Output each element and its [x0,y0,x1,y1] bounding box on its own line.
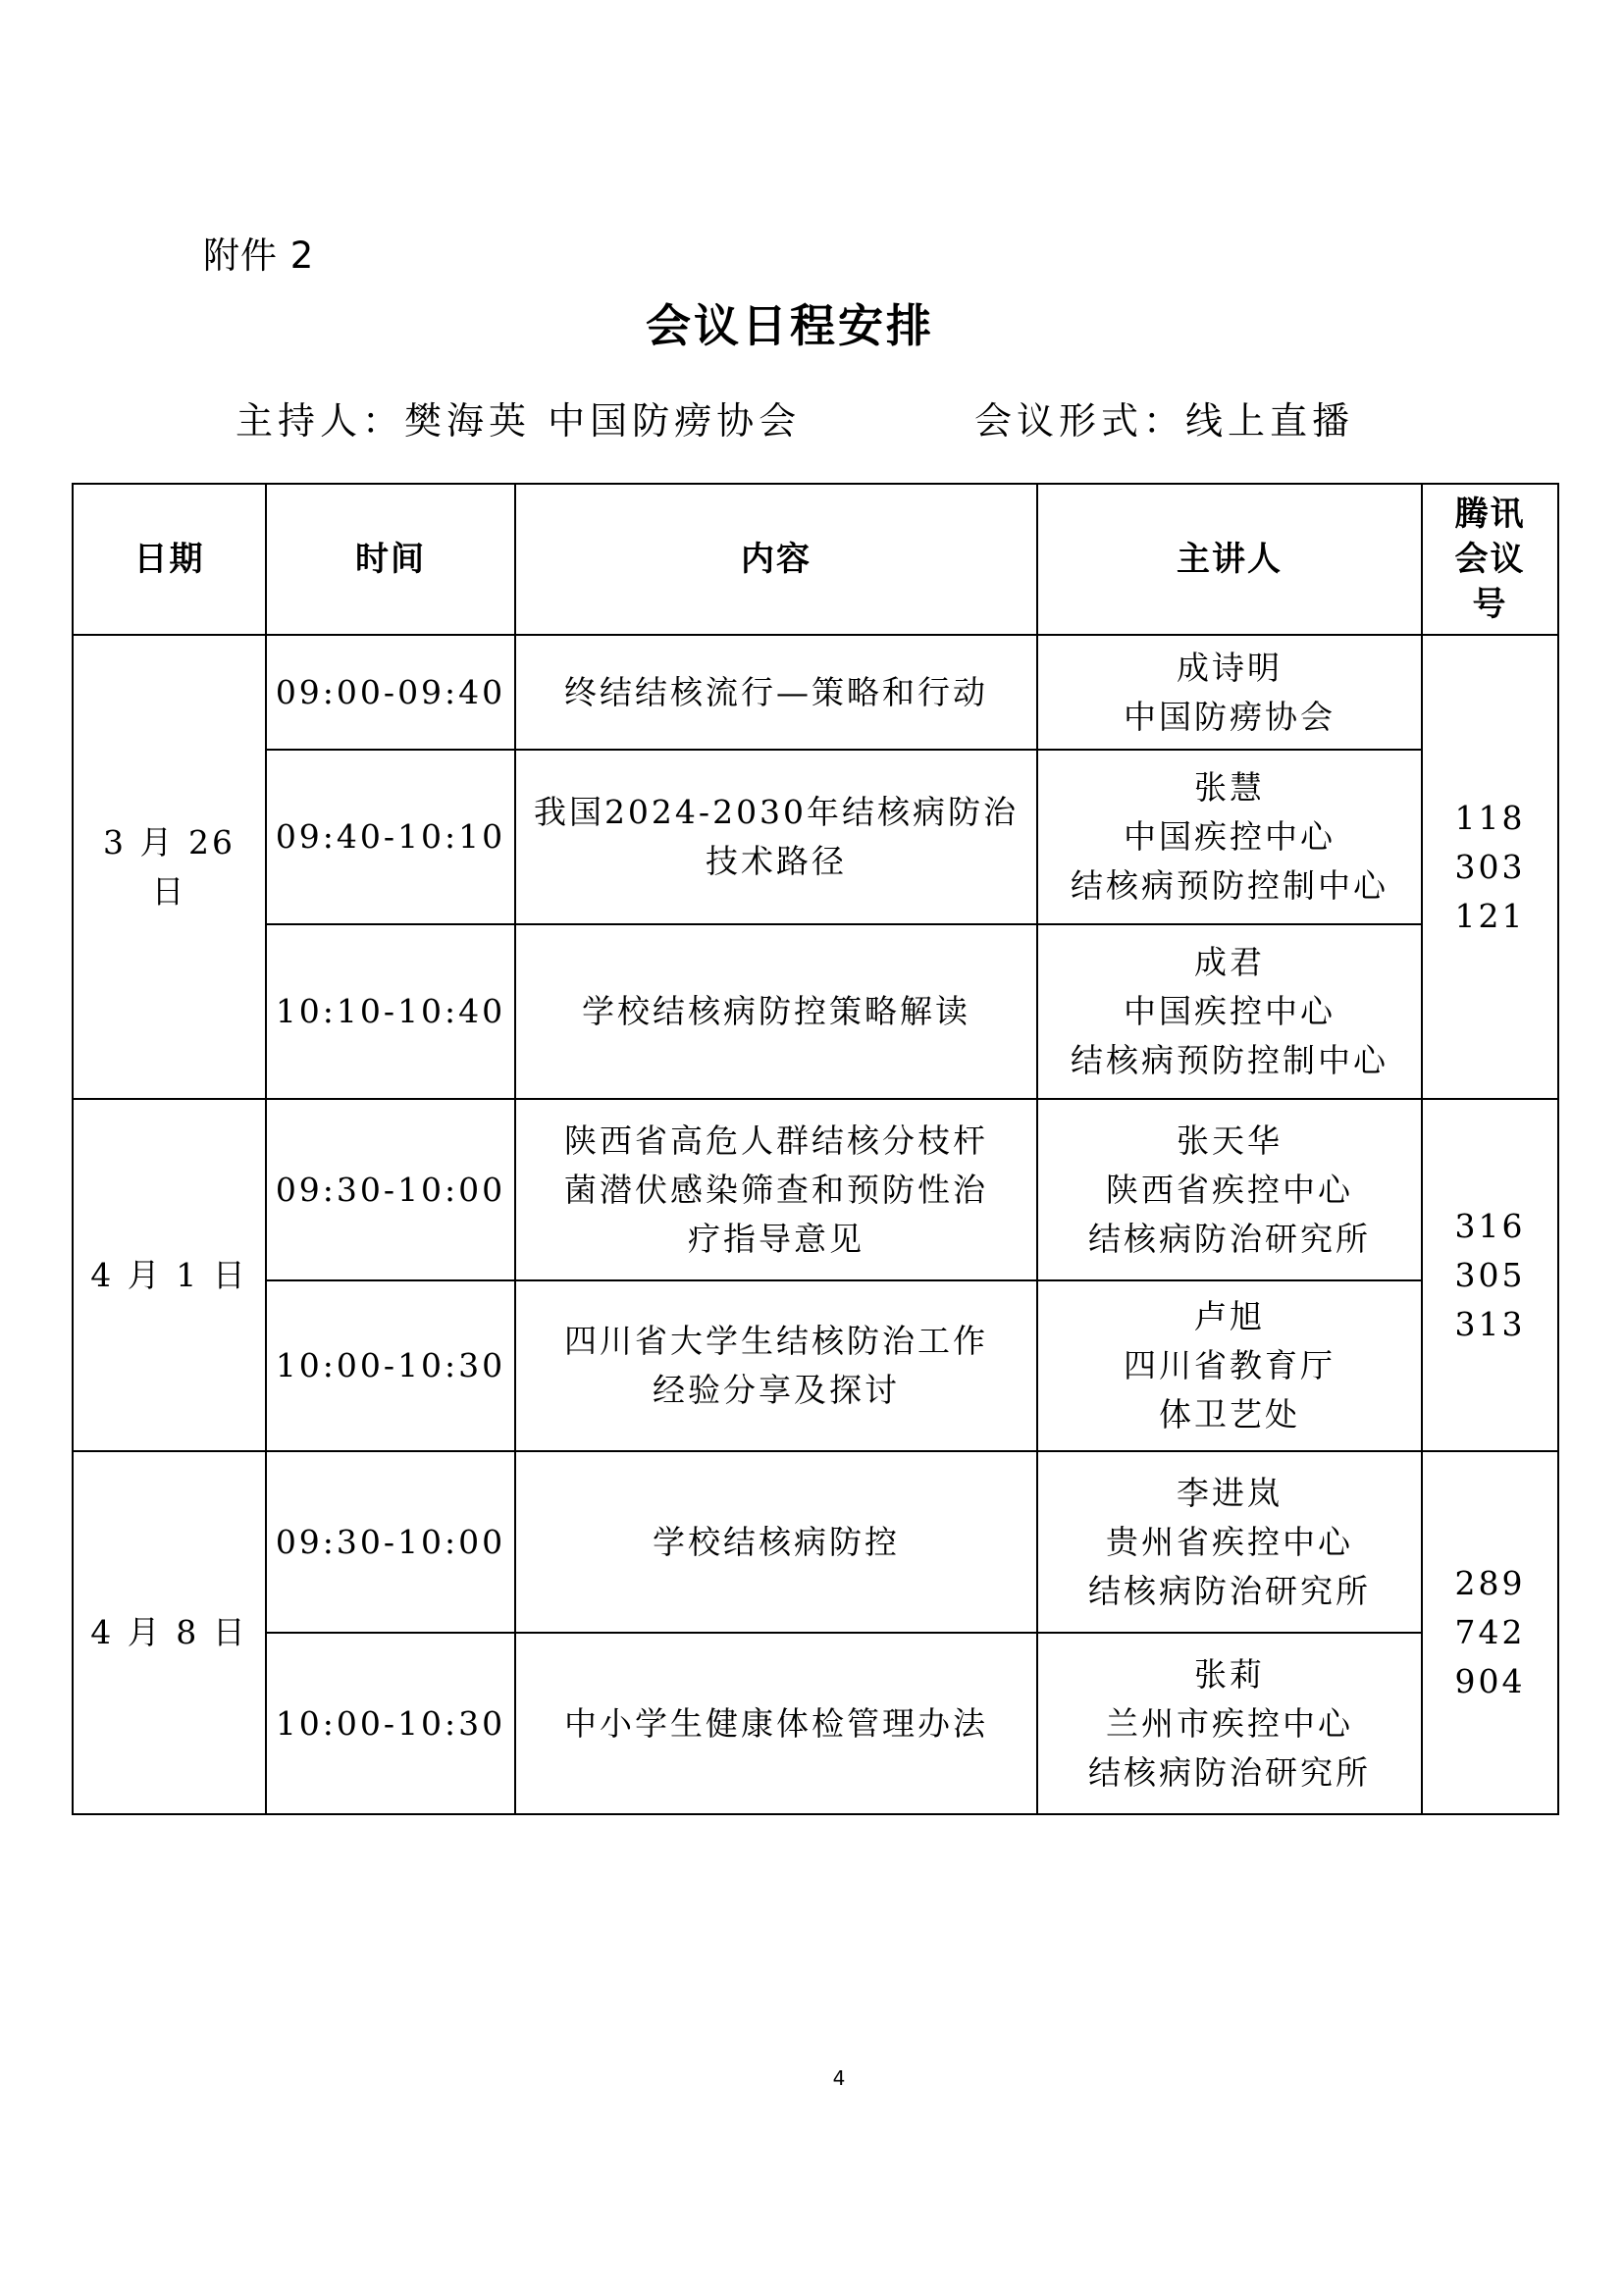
time-cell: 10:10-10:40 [266,924,515,1099]
content-cell: 中小学生健康体检管理办法 [515,1633,1037,1814]
time-cell: 10:00-10:30 [266,1633,515,1814]
speaker-cell: 卢旭 四川省教育厅 体卫艺处 [1037,1280,1422,1451]
time-cell: 10:00-10:30 [266,1280,515,1451]
host-line: 主持人：樊海英 中国防痨协会 [236,399,802,443]
attachment-label: 附件 2 [203,235,315,277]
speaker-cell: 张天华 陕西省疾控中心 结核病防治研究所 [1037,1099,1422,1280]
table-row [73,1099,1558,1280]
meeting-id-cell: 316 305 313 [1422,1099,1558,1451]
content-cell: 陕西省高危人群结核分枝杆 菌潜伏感染筛查和预防性治 疗指导意见 [515,1099,1037,1280]
meeting-id-cell: 289 742 904 [1422,1451,1558,1814]
time-cell: 09:30-10:00 [266,1451,515,1633]
speaker-cell: 李进岚 贵州省疾控中心 结核病防治研究所 [1037,1451,1422,1633]
table-row [73,750,1558,924]
page-title: 会议日程安排 [646,299,934,352]
page-number: 4 [832,2066,846,2090]
content-cell: 学校结核病防控策略解读 [515,924,1037,1099]
content-cell: 终结结核流行—策略和行动 [515,635,1037,750]
time-cell: 09:40-10:10 [266,750,515,924]
speaker-cell: 张慧 中国疾控中心 结核病预防控制中心 [1037,750,1422,924]
table-row [73,1633,1558,1814]
table-row [73,1280,1558,1451]
header-meeting-id: 腾讯 会议 号 [1422,484,1558,635]
schedule-table [72,483,1559,1815]
header-date: 日期 [73,484,266,635]
time-cell: 09:00-09:40 [266,635,515,750]
content-cell: 我国2024-2030年结核病防治 技术路径 [515,750,1037,924]
table-row [73,1451,1558,1633]
table-row [73,924,1558,1099]
meeting-id-cell: 118 303 121 [1422,635,1558,1099]
date-cell: 4 月 8 日 [73,1451,266,1814]
date-cell: 3 月 26 日 [73,635,266,1099]
format-line: 会议形式：线上直播 [974,399,1355,443]
content-cell: 四川省大学生结核防治工作 经验分享及探讨 [515,1280,1037,1451]
content-cell: 学校结核病防控 [515,1451,1037,1633]
time-cell: 09:30-10:00 [266,1099,515,1280]
table-header-row [73,484,1558,635]
speaker-cell: 成君 中国疾控中心 结核病预防控制中心 [1037,924,1422,1099]
speaker-cell: 成诗明 中国防痨协会 [1037,635,1422,750]
speaker-cell: 张莉 兰州市疾控中心 结核病防治研究所 [1037,1633,1422,1814]
header-speaker: 主讲人 [1037,484,1422,635]
header-time: 时间 [266,484,515,635]
table-row [73,635,1558,750]
date-cell: 4 月 1 日 [73,1099,266,1451]
header-content: 内容 [515,484,1037,635]
